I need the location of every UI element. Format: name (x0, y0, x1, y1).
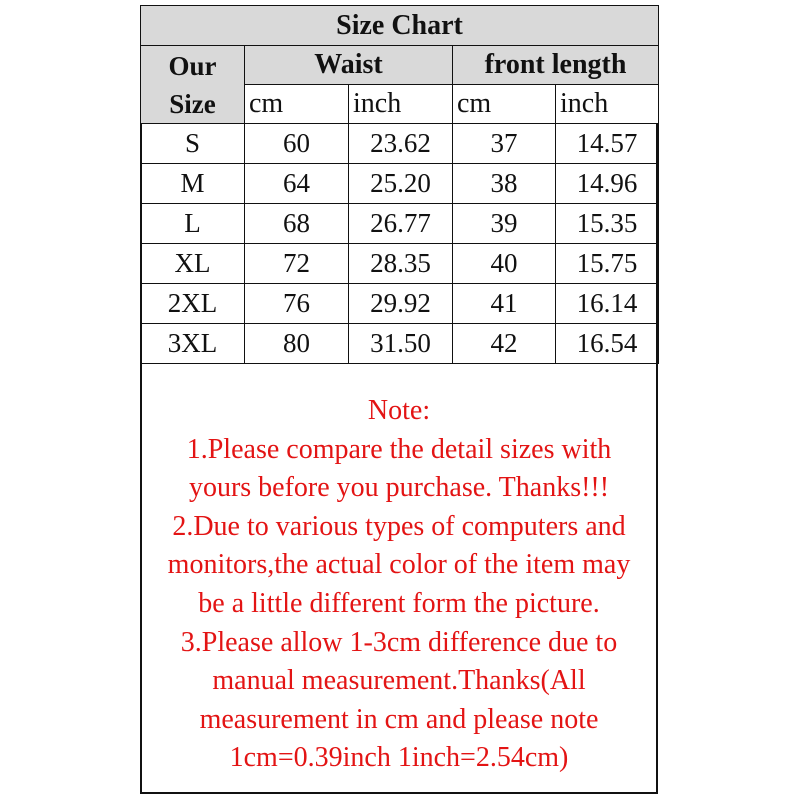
waist-cm-header: cm (245, 85, 349, 124)
waist-inch-cell: 23.62 (349, 124, 453, 164)
front-cm-cell: 40 (453, 244, 556, 284)
front-cm-cell: 41 (453, 284, 556, 324)
front-inch-cell: 15.35 (556, 204, 659, 244)
note-line: 1.Please compare the detail sizes with (186, 433, 612, 465)
front-inch-cell: 16.14 (556, 284, 659, 324)
note-line: measurement in cm and please note (199, 703, 599, 735)
front-inch-cell: 15.75 (556, 244, 659, 284)
front-cm-header: cm (453, 85, 556, 124)
size-cell: 2XL (141, 284, 245, 324)
waist-inch-cell: 28.35 (349, 244, 453, 284)
table-row (141, 124, 659, 164)
waist-cm-cell: 68 (245, 204, 349, 244)
front-cm-cell: 37 (453, 124, 556, 164)
front-length-header: front length (453, 46, 659, 85)
front-inch-cell: 14.57 (556, 124, 659, 164)
front-inch-cell: 16.54 (556, 324, 659, 364)
front-cm-cell: 39 (453, 204, 556, 244)
front-cm-cell: 38 (453, 164, 556, 204)
waist-header: Waist (245, 46, 453, 85)
our-size-header (141, 46, 245, 124)
front-inch-cell: 14.96 (556, 164, 659, 204)
notes-block (142, 392, 656, 778)
note-line: 2.Due to various types of computers and (172, 510, 626, 542)
size-cell: XL (141, 244, 245, 284)
waist-cm-cell: 72 (245, 244, 349, 284)
table-row (141, 244, 659, 284)
size-cell: S (141, 124, 245, 164)
waist-cm-cell: 64 (245, 164, 349, 204)
waist-inch-header: inch (349, 85, 453, 124)
note-line: be a little different form the picture. (198, 587, 600, 619)
waist-cm-cell: 76 (245, 284, 349, 324)
note-line: 1cm=0.39inch 1inch=2.54cm) (229, 742, 569, 774)
waist-inch-cell: 26.77 (349, 204, 453, 244)
waist-cm-cell: 60 (245, 124, 349, 164)
size-cell: 3XL (141, 324, 245, 364)
size-cell: L (141, 204, 245, 244)
note-line: 3.Please allow 1-3cm difference due to (180, 626, 618, 658)
table-row (141, 204, 659, 244)
table-row (141, 284, 659, 324)
waist-inch-cell: 29.92 (349, 284, 453, 324)
note-line: monitors,the actual color of the item may (167, 549, 631, 581)
front-inch-header: inch (556, 85, 659, 124)
size-chart-table (140, 5, 659, 364)
size-cell: M (141, 164, 245, 204)
waist-inch-cell: 31.50 (349, 324, 453, 364)
front-cm-cell: 42 (453, 324, 556, 364)
table-title: Size Chart (141, 6, 659, 46)
our-size-line1: Our (168, 50, 217, 81)
table-row (141, 324, 659, 364)
note-line: manual measurement.Thanks(All (212, 665, 586, 697)
note-heading: Note: (367, 395, 431, 426)
table-row (141, 164, 659, 204)
waist-inch-cell: 25.20 (349, 164, 453, 204)
waist-cm-cell: 80 (245, 324, 349, 364)
note-line: yours before you purchase. Thanks!!! (188, 472, 610, 504)
our-size-line2: Size (169, 88, 216, 119)
